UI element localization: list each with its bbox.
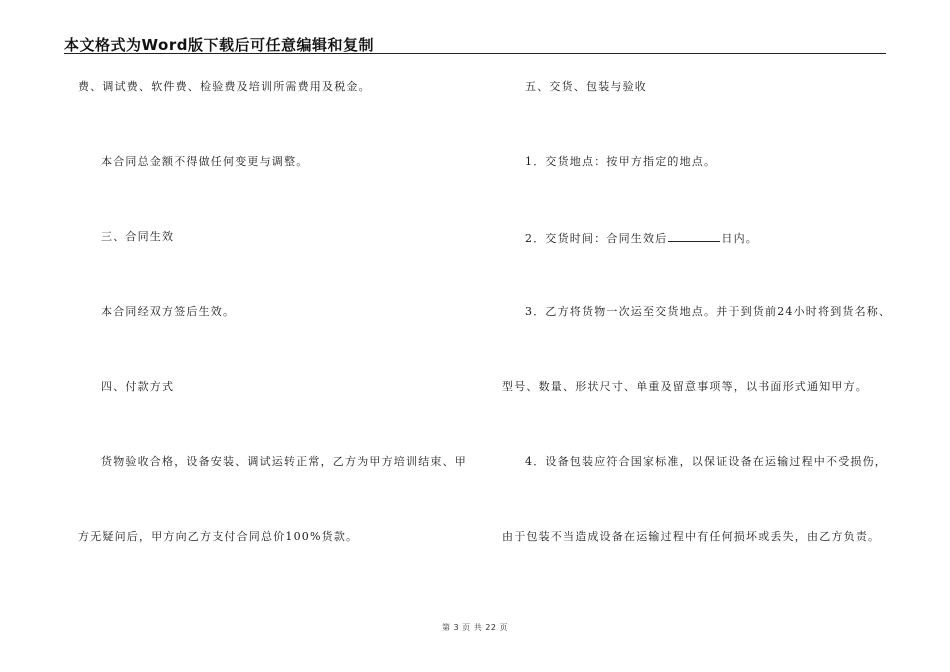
section-heading-delivery: 五、交货、包装与验收: [525, 80, 647, 93]
right-paragraph-7: 由于包装不当造成设备在运输过程中有任何损坏或丢失，由乙方负责。: [502, 530, 881, 543]
section-heading-contract-effect: 三、合同生效: [101, 230, 175, 243]
right-paragraph-5: 型号、数量、形状尺寸、单重及留意事项等，以书面形式通知甲方。: [502, 380, 868, 393]
document-header-title: 本文格式为Word版下载后可任意编辑和复制: [64, 36, 374, 54]
left-paragraph-2: 本合同总金额不得做任何变更与调整。: [101, 155, 309, 168]
delivery-time-suffix: 日内。: [721, 232, 759, 245]
header-divider: [64, 53, 886, 54]
left-paragraph-6: 货物验收合格，设备安装、调试运转正常，乙方为甲方培训结束、甲: [101, 455, 467, 468]
fill-in-blank[interactable]: [668, 230, 720, 242]
left-paragraph-4: 本合同经双方签后生效。: [101, 305, 236, 318]
right-paragraph-3: [525, 230, 758, 246]
left-paragraph-7: 方无疑问后，甲方向乙方支付合同总价100%货款。: [78, 530, 359, 543]
page-number: 第 3 页 共 22 页: [442, 623, 508, 632]
right-paragraph-2: 1．交货地点：按甲方指定的地点。: [525, 155, 717, 168]
left-paragraph-1: 费、调试费、软件费、检验费及培训所需费用及税金。: [78, 80, 371, 93]
delivery-time-text: 2．交货时间：合同生效后: [525, 232, 668, 245]
section-heading-payment-method: 四、付款方式: [101, 380, 175, 393]
right-paragraph-6: 4．设备包装应符合国家标准，以保证设备在运输过程中不受损伤，: [525, 455, 887, 468]
right-paragraph-4: 3．乙方将货物一次运至交货地点。并于到货前24小时将到货名称、: [525, 305, 892, 318]
